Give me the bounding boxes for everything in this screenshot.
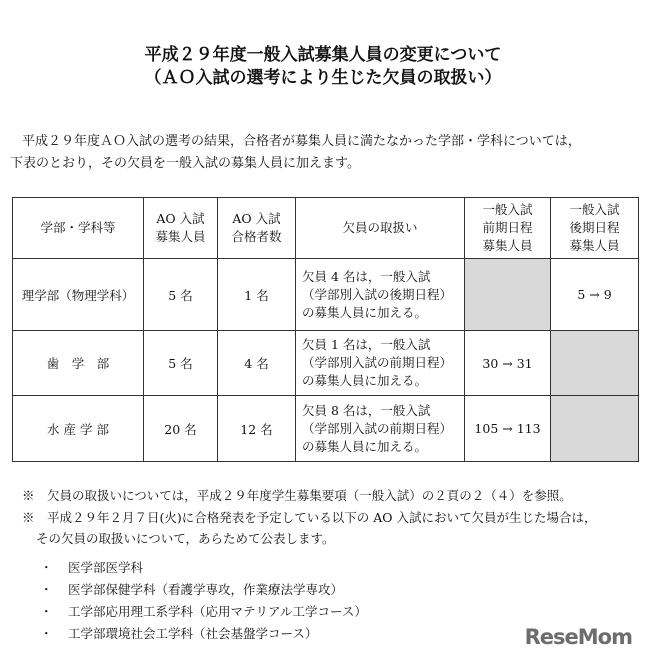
cell-ao-passed: 4 名 — [218, 331, 296, 396]
cell-dept: 理学部（物理学科） — [13, 259, 144, 331]
header-ao-passed: AO 入試 合格者数 — [218, 198, 296, 259]
bullet-icon: ・ — [40, 560, 53, 575]
table-row — [13, 331, 639, 396]
note-1: ※ 欠員の取扱いについては，平成２９年度学生募集要項（一般入試）の２頁の２（４）を参照。 — [22, 488, 572, 503]
list-item-label: 工学部応用理工系学科（応用マテリアル工学コース） — [68, 604, 367, 619]
cell-early — [465, 259, 551, 331]
cell-dept: 水 産 学 部 — [13, 396, 144, 462]
cell-ao-passed: 1 名 — [218, 259, 296, 331]
cell-early: 105 → 113 — [465, 396, 551, 462]
list-item-label: 工学部環境社会工学科（社会基盤学コース） — [68, 626, 318, 641]
title-line-1: 平成２９年度一般入試募集人員の変更について — [144, 45, 502, 65]
header-dept: 学部・学科等 — [13, 198, 144, 259]
header-early: 一般入試 前期日程 募集人員 — [465, 198, 551, 259]
header-late: 一般入試 後期日程 募集人員 — [551, 198, 639, 259]
bullet-icon: ・ — [40, 626, 53, 641]
cell-ao-quota: 20 名 — [144, 396, 218, 462]
note-2-line-1: ※ 平成２９年２月７日(火)に合格発表を予定している以下の AO 入試において欠員が生じた場合は， — [22, 510, 597, 525]
intro-line-2: 下表のとおり，その欠員を一般入試の募集人員に加えます。 — [10, 156, 360, 171]
cell-late — [551, 396, 639, 462]
cell-handling: 欠員 8 名は，一般入試 （学部別入試の前期日程） の募集人員に加える。 — [296, 396, 465, 462]
cell-handling: 欠員 1 名は，一般入試 （学部別入試の前期日程） の募集人員に加える。 — [296, 331, 465, 396]
list-item-label: 医学部医学科 — [68, 560, 144, 575]
table-row — [13, 396, 639, 462]
list-item — [40, 580, 343, 598]
resemom-logo: ReseMom — [524, 625, 632, 649]
intro-line-1: 平成２９年度ＡＯ入試の選考の結果，合格者が募集人員に満たなかった学部・学科については， — [22, 134, 581, 149]
list-item — [40, 624, 317, 642]
note-2-line-2: その欠員の取扱いについて，あらためて公表します。 — [36, 531, 335, 546]
list-item-label: 医学部保健学科（看護学専攻，作業療法学専攻） — [68, 582, 344, 597]
header-ao-quota: AO 入試 募集人員 — [144, 198, 218, 259]
cell-dept: 歯 学 部 — [13, 331, 144, 396]
table-row — [13, 259, 639, 331]
cell-late: 5 → 9 — [551, 259, 639, 331]
list-item — [40, 558, 143, 576]
cell-ao-passed: 12 名 — [218, 396, 296, 462]
header-handling: 欠員の取扱い — [296, 198, 465, 259]
cell-late — [551, 331, 639, 396]
list-item — [40, 602, 367, 620]
cell-handling: 欠員 4 名は，一般入試 （学部別入試の後期日程） の募集人員に加える。 — [296, 259, 465, 331]
cell-early: 30 → 31 — [465, 331, 551, 396]
vacancy-table — [12, 197, 639, 462]
cell-ao-quota: 5 名 — [144, 331, 218, 396]
bullet-icon: ・ — [40, 582, 53, 597]
bullet-icon: ・ — [40, 604, 53, 619]
title-line-2: （ＡＯ入試の選考により生じた欠員の取扱い） — [144, 68, 502, 88]
cell-ao-quota: 5 名 — [144, 259, 218, 331]
table-header-row — [13, 198, 639, 259]
